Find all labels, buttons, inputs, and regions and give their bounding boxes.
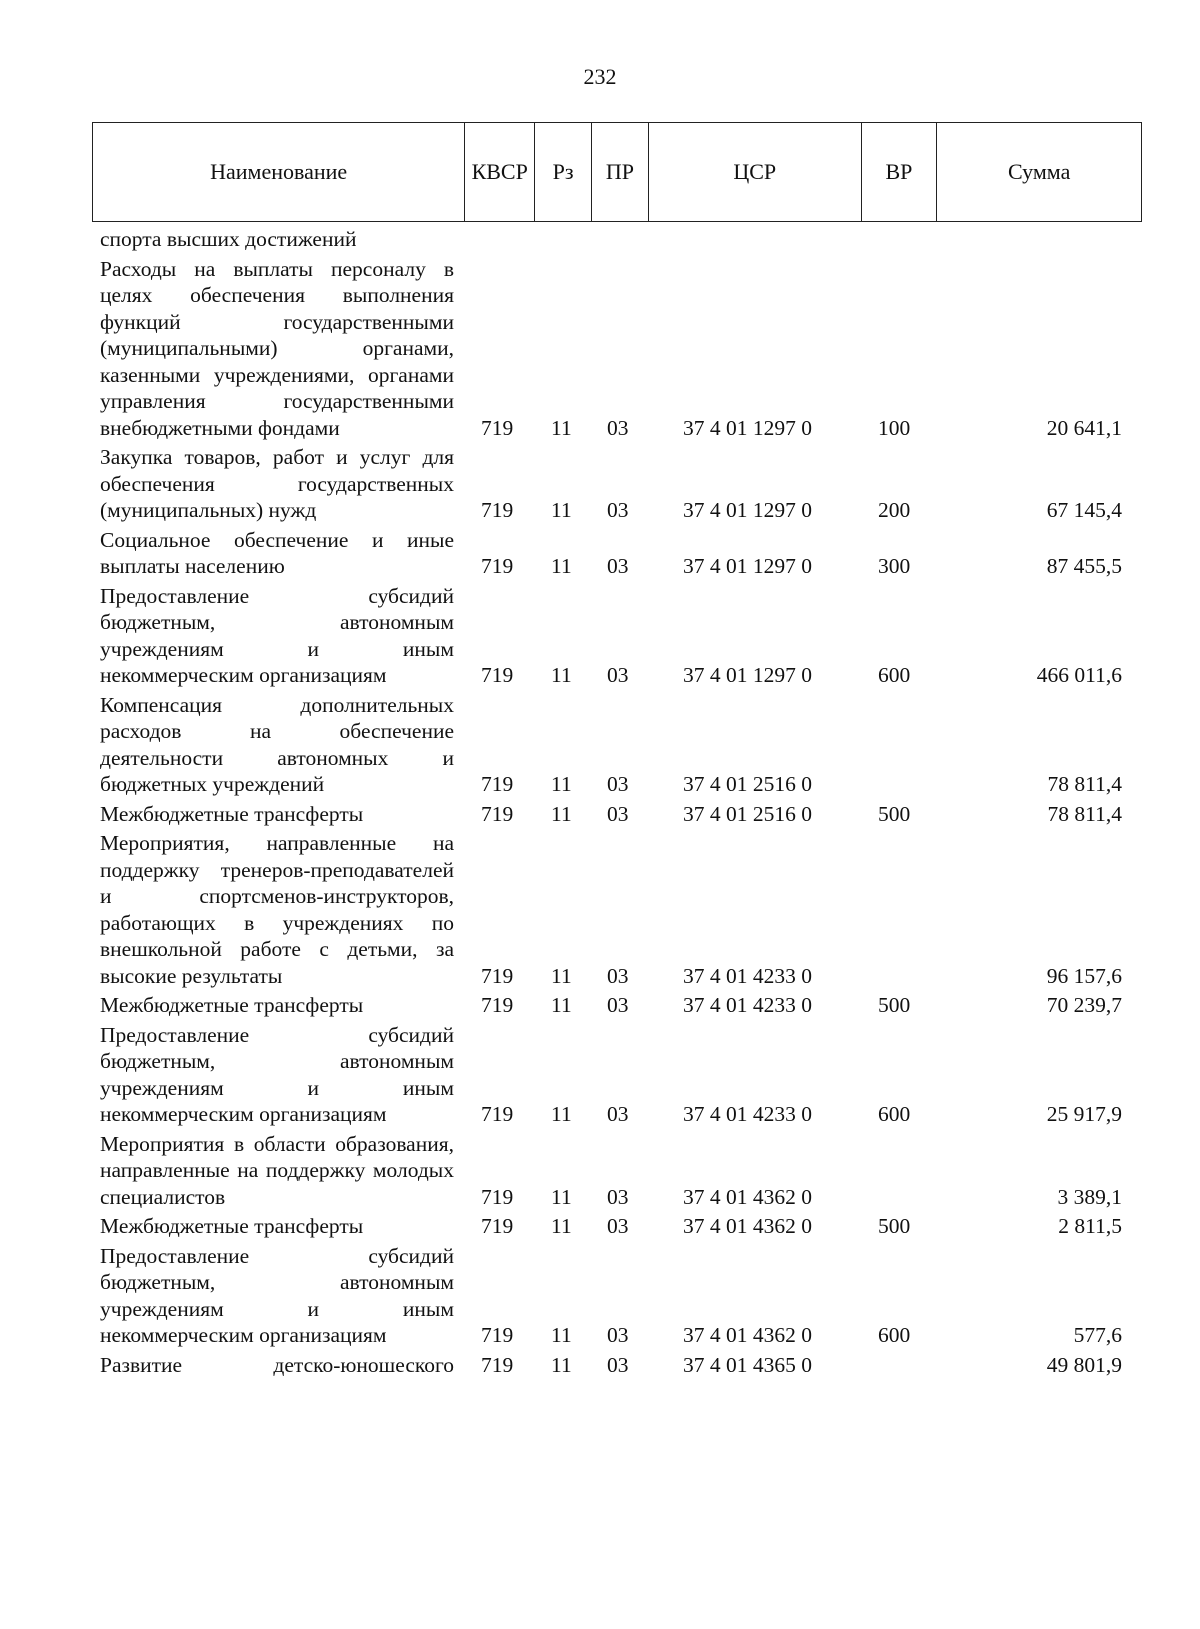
table-row [0,1352,1200,1379]
table-row [0,692,1200,798]
row-name: Компенсация дополнительных расходов на обеспечение деятельности автономных и бюджетных учреждений [100,692,454,796]
row-name: Межбюджетные трансферты [100,801,364,826]
row-csr: 37 4 01 2516 0 [683,772,812,796]
table-row [0,1022,1200,1128]
row-sum: 78 811,4 [1047,801,1122,826]
row-rz: 11 [551,1352,572,1377]
row-name: Закупка товаров, работ и услуг для обеспечения государственных (муниципальных) нужд [100,445,454,522]
row-csr: 37 4 01 4362 0 [683,1214,812,1238]
row-kvsr: 719 [481,554,514,578]
row-rz: 11 [551,772,572,796]
row-kvsr: 719 [481,1184,514,1209]
row-kvsr: 719 [481,1352,514,1377]
row-rz: 11 [551,415,572,440]
row-kvsr: 719 [481,1214,514,1238]
row-pr: 03 [607,415,629,440]
row-name: Предоставление субсидий бюджетным, автономным учреждениям и иным некоммерческим организациям [100,1243,454,1347]
table-header [92,122,1142,222]
table-row [0,583,1200,689]
row-name: Социальное обеспечение и иные выплаты населению [100,527,454,578]
row-csr: 37 4 01 4233 0 [683,993,812,1017]
row-vr: 500 [878,801,911,826]
row-name: Межбюджетные трансферты [100,993,364,1017]
row-kvsr: 719 [481,1323,514,1347]
row-sum: 96 157,6 [1046,963,1122,988]
header-csr: ЦСР [648,123,861,221]
row-csr: 37 4 01 4233 0 [683,963,812,988]
row-kvsr: 719 [481,663,514,687]
row-sum: 2 811,5 [1058,1214,1122,1238]
row-kvsr: 719 [481,498,514,522]
row-csr: 37 4 01 1297 0 [683,415,812,440]
row-pr: 03 [607,772,629,796]
row-csr: 37 4 01 4362 0 [683,1323,812,1347]
row-vr: 100 [878,415,911,440]
row-sum: 577,6 [1073,1323,1122,1347]
row-sum: 70 239,7 [1046,993,1122,1017]
row-name: Развитие детско-юношеского [100,1352,454,1377]
header-name: Наименование [210,159,348,184]
table-row [0,1213,1200,1240]
header-pr: ПР [591,123,648,221]
header-kvsr: КВСР [464,123,534,221]
header-rz: Рз [534,123,591,221]
table-row [0,801,1200,828]
row-csr: 37 4 01 4233 0 [683,1102,812,1126]
header-sum: Сумма [936,123,1141,221]
table-row [0,527,1200,580]
row-kvsr: 719 [481,801,514,826]
row-rz: 11 [551,1323,572,1347]
row-vr: 600 [878,1323,911,1347]
row-csr: 37 4 01 4362 0 [683,1184,812,1209]
row-sum: 87 455,5 [1046,554,1122,578]
row-rz: 11 [551,498,572,522]
table-row [0,1131,1200,1211]
row-name: Предоставление субсидий бюджетным, автономным учреждениям и иным некоммерческим организациям [100,1022,454,1126]
row-rz: 11 [551,1102,572,1126]
row-name: Предоставление субсидий бюджетным, автономным учреждениям и иным некоммерческим организациям [100,583,454,687]
row-vr: 500 [878,1214,911,1238]
row-rz: 11 [551,554,572,578]
header-vr: ВР [861,123,937,221]
table-row [0,992,1200,1019]
row-pr: 03 [607,1352,629,1377]
row-csr: 37 4 01 4365 0 [683,1352,812,1377]
row-pr: 03 [607,663,629,687]
row-kvsr: 719 [481,993,514,1017]
row-kvsr: 719 [481,1102,514,1126]
row-vr: 200 [878,498,911,522]
row-pr: 03 [607,498,629,522]
row-rz: 11 [551,963,572,988]
row-kvsr: 719 [481,963,514,988]
row-csr: 37 4 01 2516 0 [683,801,812,826]
row-name: Мероприятия в области образования, направленные на поддержку молодых специалистов [100,1131,454,1209]
row-pr: 03 [607,963,629,988]
row-pr: 03 [607,1184,629,1209]
row-sum: 67 145,4 [1046,498,1122,522]
row-rz: 11 [551,801,572,826]
row-pr: 03 [607,1323,629,1347]
row-vr: 300 [878,554,911,578]
row-sum: 20 641,1 [1046,415,1122,440]
table-row [0,1243,1200,1349]
row-kvsr: 719 [481,772,514,796]
row-pr: 03 [607,554,629,578]
row-csr: 37 4 01 1297 0 [683,663,812,687]
row-vr: 600 [878,663,911,687]
row-sum: 49 801,9 [1046,1352,1122,1377]
row-name: Мероприятия, направленные на поддержку тренеров-преподавателей и спортсменов-инструкторов, работающих в учреждениях по внешкольной работе с детьми, за высокие результаты [100,831,454,988]
row-csr: 37 4 01 1297 0 [683,498,812,522]
row-sum: 3 389,1 [1057,1184,1122,1209]
table-body [0,226,1200,1381]
row-name: спорта высших достижений [100,227,357,251]
row-vr: 500 [878,993,911,1017]
row-pr: 03 [607,1102,629,1126]
row-rz: 11 [551,663,572,687]
row-rz: 11 [551,1214,572,1238]
row-vr: 600 [878,1102,911,1126]
row-pr: 03 [607,993,629,1017]
row-kvsr: 719 [481,415,514,440]
row-sum: 25 917,9 [1046,1102,1122,1126]
table-row [0,256,1200,442]
row-sum: 78 811,4 [1047,772,1122,796]
row-name: Межбюджетные трансферты [100,1214,364,1238]
page-number: 232 [583,64,617,89]
table-row [0,444,1200,524]
row-rz: 11 [551,993,572,1017]
table-row [0,226,1200,253]
row-rz: 11 [551,1184,572,1209]
row-pr: 03 [607,801,629,826]
table-row [0,830,1200,989]
row-pr: 03 [607,1214,629,1238]
row-sum: 466 011,6 [1036,663,1122,687]
row-name: Расходы на выплаты персоналу в целях обеспечения выполнения функций государственными (муниципальными) органами, казенными учреждениями, органами управления государственными внебюджетными фондами [100,256,454,440]
row-csr: 37 4 01 1297 0 [683,554,812,578]
